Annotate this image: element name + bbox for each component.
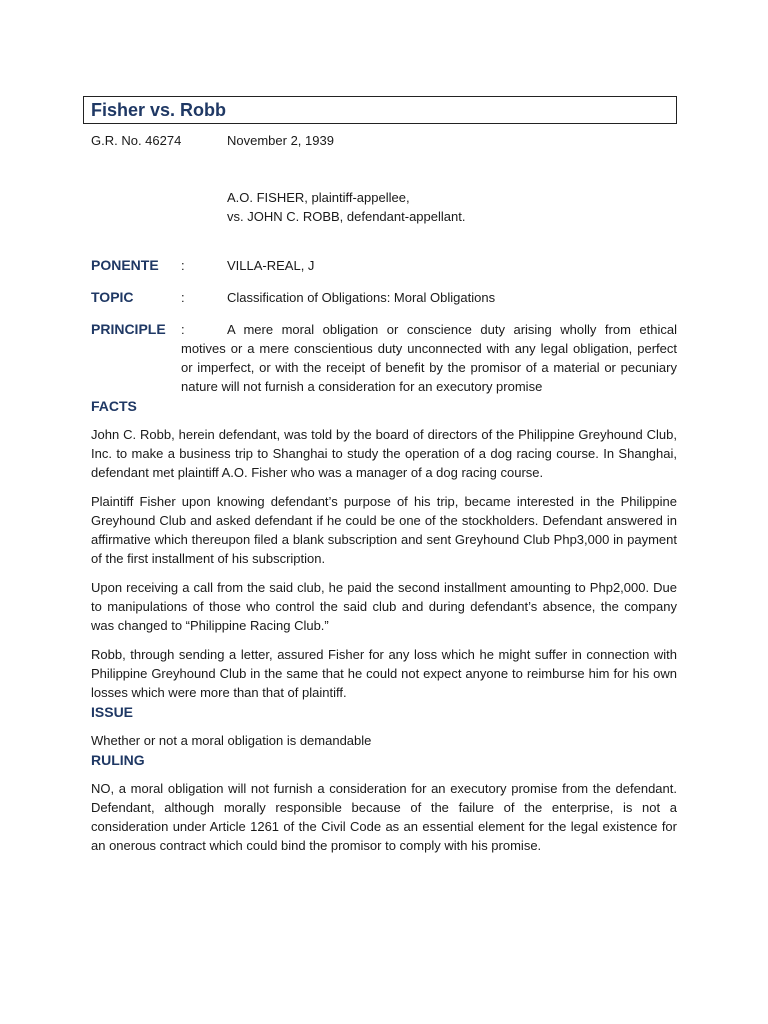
facts-paragraph: Upon receiving a call from the said club, he paid the second installment amounting to Php2,000. Due to manipulations of those who control the said club and during defendant’s absence, the company was changed to “Philippine Racing Club.” bbox=[91, 580, 677, 633]
case-title: Fisher vs. Robb bbox=[91, 100, 227, 120]
title-box bbox=[83, 96, 677, 124]
topic-label: TOPIC bbox=[91, 289, 134, 305]
plaintiff-line: A.O. FISHER, plaintiff-appellee, bbox=[227, 190, 410, 205]
ponente-row bbox=[91, 256, 677, 275]
principle-colon: : bbox=[181, 322, 185, 337]
principle-first-line: A mere moral obligation or conscience duty arising wholly from ethical bbox=[227, 322, 677, 337]
defendant-line: vs. JOHN C. ROBB, defendant-appellant. bbox=[227, 209, 466, 224]
ponente-value: VILLA-REAL, J bbox=[227, 258, 315, 273]
principle-label: PRINCIPLE bbox=[91, 321, 166, 337]
issue-heading: ISSUE bbox=[91, 704, 134, 720]
facts-paragraph: Robb, through sending a letter, assured Fisher for any loss which he might suffer in connection with Philippine Greyhound Club in the same that he could not expect anyone to reimburse him for his own losses which were more than that of plaintiff. bbox=[91, 647, 677, 700]
issue-text: Whether or not a moral obligation is demandable bbox=[91, 733, 372, 748]
topic-value: Classification of Obligations: Moral Obligations bbox=[227, 290, 496, 305]
case-date: November 2, 1939 bbox=[227, 133, 334, 148]
ruling-text: NO, a moral obligation will not furnish a consideration for an executory promise from the defendant. Defendant, although morally responsible because of the failure of the enterprise, is not a consideration under Article 1261 of the Civil Code as an essential element for the legal existence for an onerous contract which could bind the promisor to comply with his promise. bbox=[91, 781, 677, 853]
principle-text: motives or a mere conscientious duty unconnected with any legal obligation, perfect or imperfect, or with the receipt of benefit by the promisor of a material or pecuniary nature will not furnish a consideration for an executory promise bbox=[181, 341, 677, 394]
facts-paragraph: John C. Robb, herein defendant, was told by the board of directors of the Philippine Greyhound Club, Inc. to make a business trip to Shanghai to study the operation of a dog racing course. In Shanghai, defendant met plaintiff A.O. Fisher who was a manager of a dog racing course. bbox=[91, 427, 677, 480]
ponente-colon: : bbox=[181, 258, 185, 273]
topic-colon: : bbox=[181, 290, 185, 305]
facts-paragraph: Plaintiff Fisher upon knowing defendant’s purpose of his trip, became interested in the Philippine Greyhound Club and asked defendant if he could be one of the stockholders. Defendant answered in affirmative which thereupon filed a blank subscription and sent Greyhound Club Php3,000 in payment of the first installment of his subscription. bbox=[91, 494, 677, 566]
document-page bbox=[91, 96, 677, 855]
case-parties bbox=[227, 188, 677, 226]
case-meta bbox=[91, 131, 677, 150]
principle-block bbox=[91, 320, 677, 396]
facts-heading: FACTS bbox=[91, 398, 137, 414]
topic-row bbox=[91, 288, 677, 307]
case-number: G.R. No. 46274 bbox=[91, 133, 182, 148]
ponente-label: PONENTE bbox=[91, 257, 159, 273]
ruling-heading: RULING bbox=[91, 752, 145, 768]
